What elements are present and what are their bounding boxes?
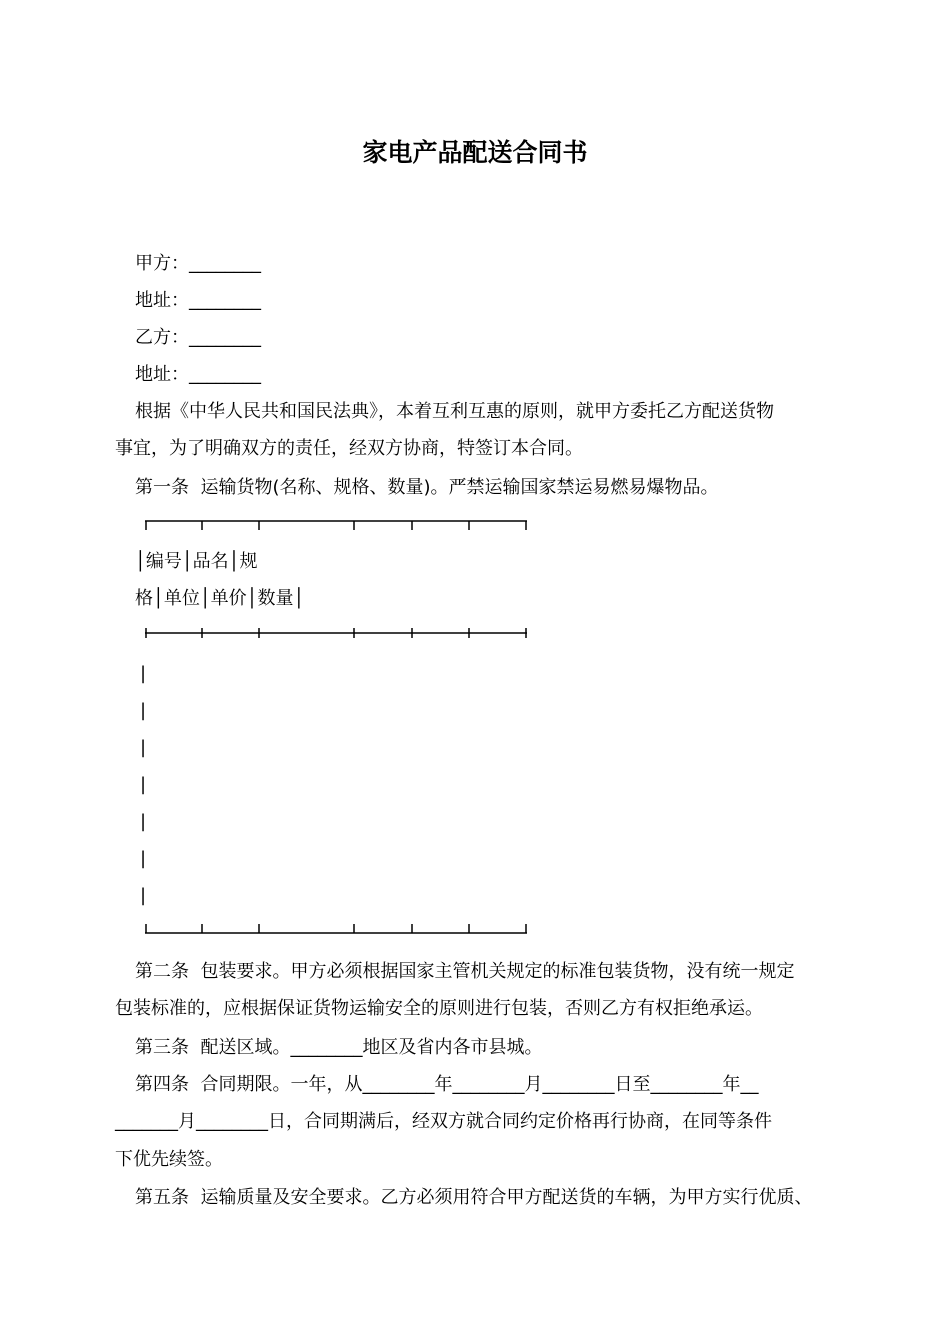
party-b-line: 乙方：________ [135,327,261,348]
table-header-line-2: 格│单位│单价│数量│ [135,588,305,609]
table-row-mark: | [140,885,147,906]
party-a-address-line: 地址：________ [135,290,261,311]
table-header-line-1: │编号│品名│规 [135,551,258,572]
table-bottom-border [145,924,527,934]
table-row-mark: | [140,774,147,795]
party-a-line: 甲方：________ [135,253,261,274]
table-row-mark: | [140,811,147,832]
article-2-line-1: 第二条 包装要求。甲方必须根据国家主管机关规定的标准包装货物，没有统一规定 [135,961,795,982]
party-b-address-line: 地址：________ [135,364,261,385]
article-5-line-1: 第五条 运输质量及安全要求。乙方必须用符合甲方配送货的车辆，为甲方实行优质、 [135,1187,813,1208]
article-2-line-2: 包装标准的，应根据保证货物运输安全的原则进行包装，否则乙方有权拒绝承运。 [115,998,763,1019]
article-4-line-1: 第四条 合同期限。一年，从________年________月________日至________年__ [135,1074,759,1095]
preamble-line-1: 根据《中华人民共和国民法典》，本着互利互惠的原则，就甲方委托乙方配送货物 [135,401,774,422]
article-4-line-2: _______月________日，合同期满后，经双方就合同约定价格再行协商，在同等条件 [115,1111,772,1132]
article-1: 第一条 运输货物(名称、规格、数量)。严禁运输国家禁运易燃易爆物品。 [135,477,719,498]
article-3: 第三条 配送区域。________地区及省内各市县城。 [135,1037,543,1058]
table-row-mark: | [140,737,147,758]
table-top-border [145,520,527,530]
table-row-mark: | [140,663,147,684]
table-row-mark: | [140,700,147,721]
table-row-mark: | [140,848,147,869]
article-4-line-3: 下优先续签。 [115,1149,223,1170]
table-header-separator [145,628,527,638]
document-title: 家电产品配送合同书 [362,138,588,167]
preamble-line-2: 事宜，为了明确双方的责任，经双方协商，特签订本合同。 [115,438,583,459]
